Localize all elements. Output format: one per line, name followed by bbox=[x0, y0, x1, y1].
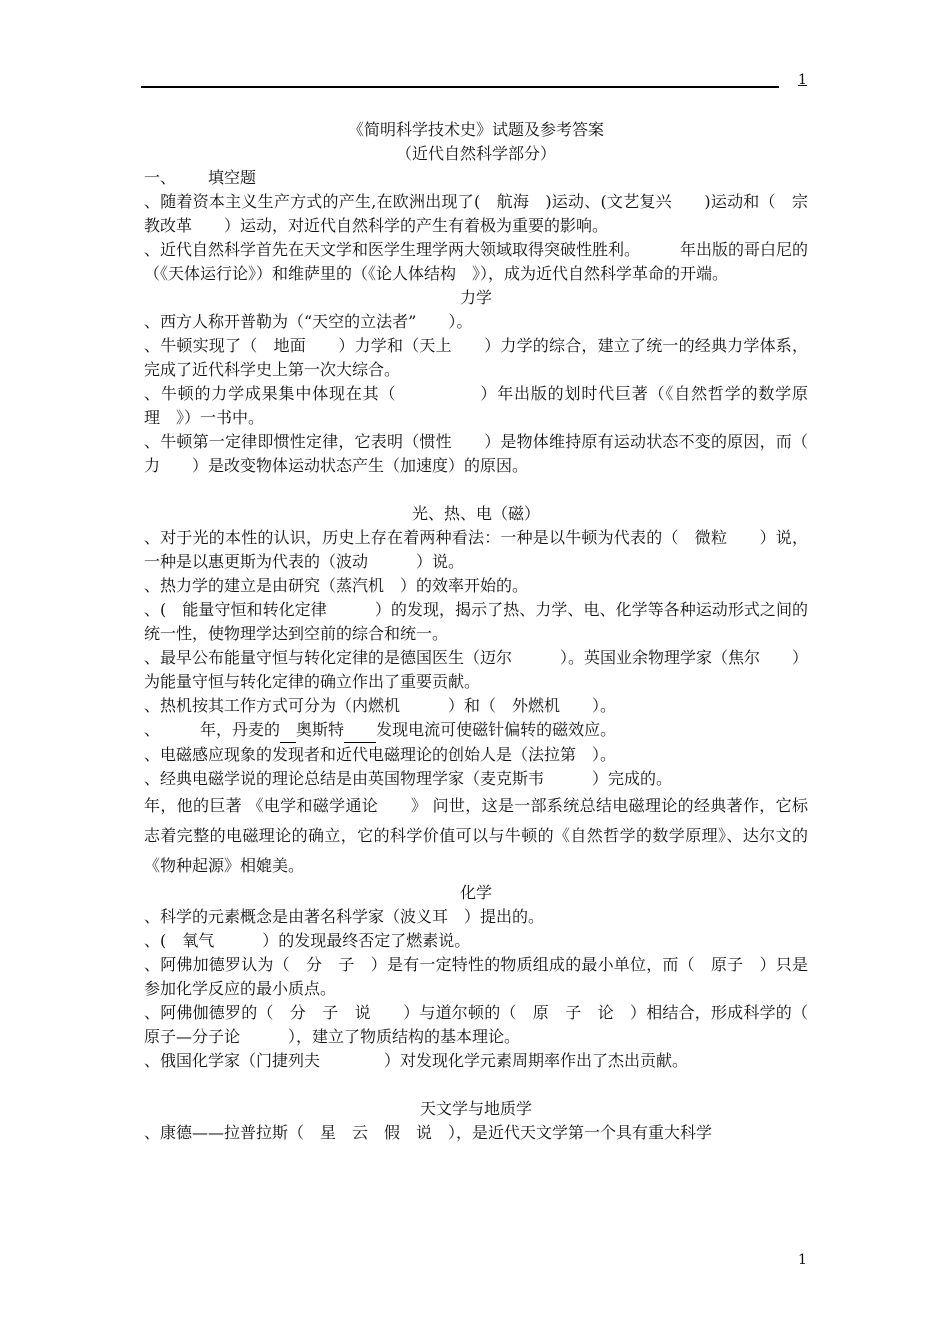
light-item: 、最早公布能量守恒与转化定律的是德国医生（迈尔 ）。英国业余物理学家（焦尔 ）为能量守恒与转化定律的确立作出了重要贡献。 bbox=[144, 648, 809, 691]
document-body bbox=[144, 118, 825, 1145]
document-subtitle: （近代自然科学部分） bbox=[395, 144, 556, 163]
mechanics-heading: 力学 bbox=[459, 288, 492, 307]
document-title: 《简明科学技术史》试题及参考答案 bbox=[347, 120, 604, 139]
chemistry-item: 、科学的元素概念是由著名科学家（波义耳 ）提出的。 bbox=[144, 907, 545, 926]
light-item: 、热力学的建立是由研究（蒸汽机 ）的效率开始的。 bbox=[144, 576, 529, 595]
mechanics-item: 、牛顿第一定律即惯性定律，它表明（惯性 ）是物体维持原有运动状态不变的原因，而（ 力 ）是改变物体运动状态产生（加速度）的原因。 bbox=[144, 432, 825, 475]
chemistry-item: 、阿佛加德罗认为（ 分 子 ）是有一定特性的物质组成的最小单位，而（ 原子 ）只是参加化学反应的最小质点。 bbox=[144, 955, 808, 998]
chemistry-heading: 化学 bbox=[459, 883, 492, 902]
oersted-item bbox=[144, 718, 808, 743]
section-number: 一、 bbox=[144, 168, 177, 187]
page-number-bottom: 1 bbox=[798, 1252, 807, 1268]
chemistry-item: 、阿佛伽德罗的（ 分 子 说 ）与道尔顿的（ 原 子 论 ）相结合，形成科学的（ 原子—分子论 ），建立了物质结构的基本理论。 bbox=[144, 1003, 825, 1046]
astronomy-item: 、康德——拉普拉斯（ 星 云 假 说 ），是近代天文学第一个具有重大科学 bbox=[144, 1123, 713, 1142]
oersted-suffix: 发现电流可使磁针偏转的磁效应。 bbox=[376, 720, 617, 739]
header-rule bbox=[141, 86, 779, 88]
page-number-top: 1 bbox=[798, 72, 807, 88]
intro-item: 、近代自然科学首先在天文学和医学生理学两大领域取得突破性胜利。 年出版的哥白尼的（《天体运行论》）和维萨里的（《论人体结构 》），成为近代自然科学革命的开端。 bbox=[144, 240, 809, 283]
oersted-prefix: 、 年，丹麦的 bbox=[144, 720, 281, 739]
light-item: 年，他的巨著 《电学和磁学通论 》 问世，这是一部系统总结电磁理论的经典著作，它标志着完整的电磁理论的确立，它的科学价值可以与牛顿的《自然哲学的数学原理》、达尔文的《物种起源》相媲美。 bbox=[144, 796, 808, 875]
astronomy-heading: 天文学与地质学 bbox=[419, 1099, 532, 1118]
chemistry-item: 、( 氧气 ）的发现最终否定了燃素说。 bbox=[144, 931, 471, 950]
mechanics-item: 、牛顿实现了（ 地面 ）力学和（天上 ）力学的综合，建立了统一的经典力学体系，完成了近代科学史上第一次大综合。 bbox=[144, 336, 808, 379]
light-item: 、经典电磁学说的理论总结是由英国物理学家（麦克斯韦 ）完成的。 bbox=[144, 769, 673, 788]
blank-underline bbox=[344, 718, 376, 743]
intro-item: 、随着资本主义生产方式的产生,在欧洲出现了( 航海 )运动、(文艺复兴 )运动和（ 宗教改革 ）运动，对近代自然科学的产生有着极为重要的影响。 bbox=[144, 192, 808, 235]
section-label: 填空题 bbox=[208, 168, 257, 187]
chemistry-item: 、俄国化学家（门捷列夫 ）对发现化学元素周期率作出了杰出贡献。 bbox=[144, 1051, 689, 1070]
oersted-name: 奥斯特 bbox=[296, 720, 345, 739]
blank-underline bbox=[280, 718, 296, 743]
section-heading bbox=[144, 166, 808, 190]
light-heading: 光、热、电（磁） bbox=[411, 504, 540, 523]
light-item: 、热机按其工作方式可分为（内燃机 ）和（ 外燃机 ）。 bbox=[144, 696, 617, 715]
light-item: 、对于光的本性的认识，历史上存在着两种看法：一种是以牛顿为代表的（ 微粒 ）说，一种是以惠更斯为代表的（波动 ）说。 bbox=[144, 528, 808, 571]
mechanics-item: 、西方人称开普勒为（“天空的立法者” ）。 bbox=[144, 312, 473, 331]
light-item: 、( 能量守恒和转化定律 ）的发现，揭示了热、力学、电、化学等各种运动形式之间的统一性，使物理学达到空前的综合和统一。 bbox=[144, 600, 808, 643]
light-item: 、电磁感应现象的发现者和近代电磁理论的创始人是（法拉第 ）。 bbox=[144, 745, 617, 764]
mechanics-item: 、牛顿的力学成果集中体现在其（ ）年出版的划时代巨著（《自然哲学的数学原理 》）一书中。 bbox=[144, 384, 808, 427]
